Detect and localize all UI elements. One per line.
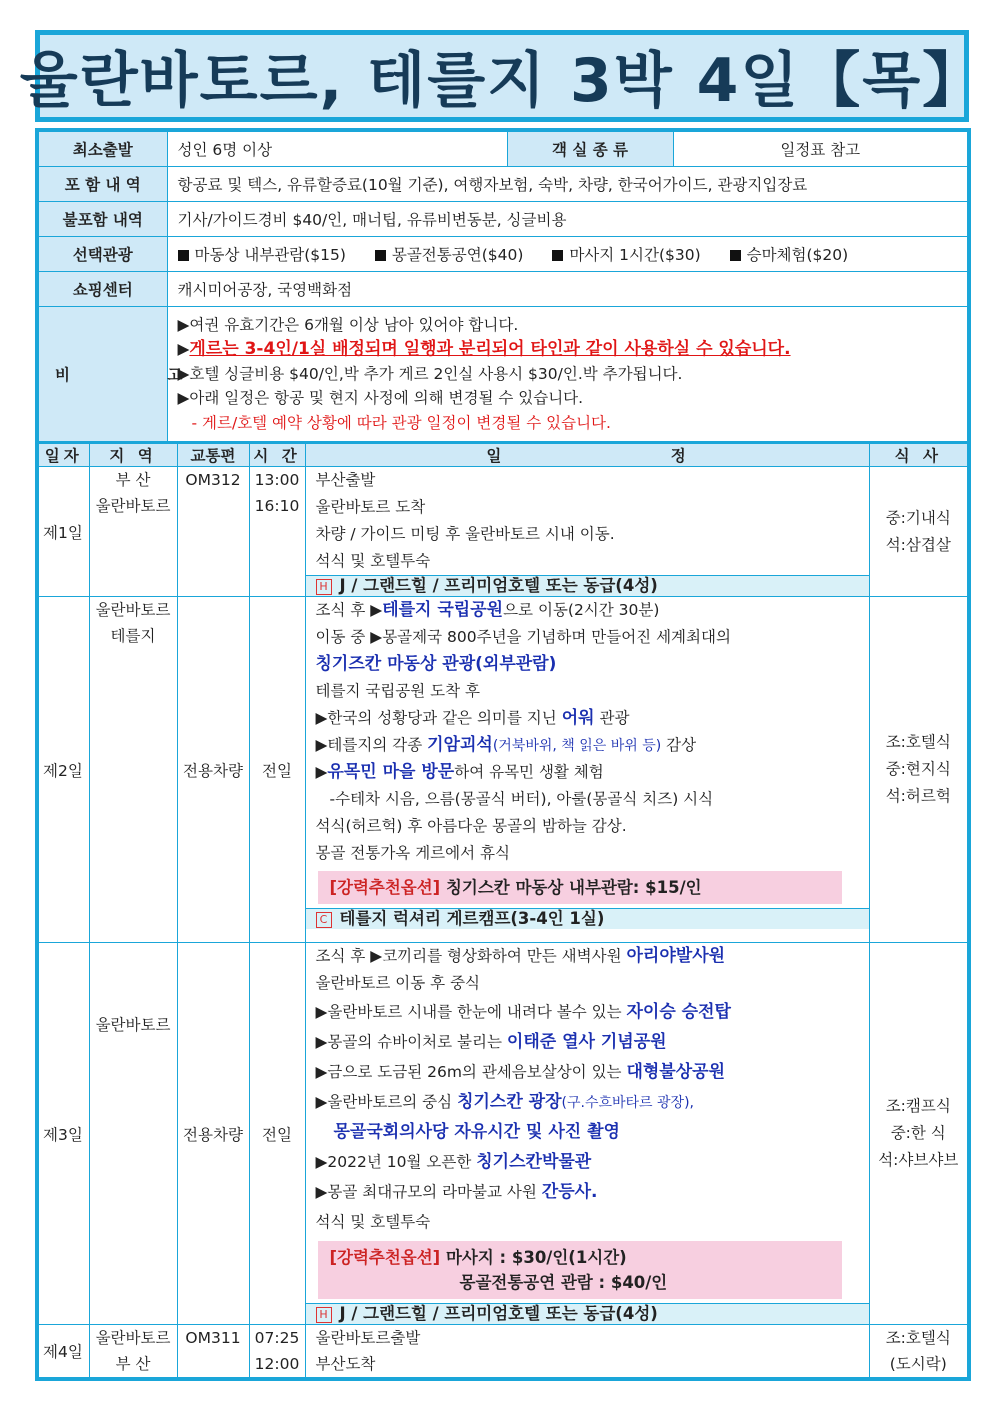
itinerary-line: 석식(허르헉) 후 아름다운 몽골의 밤하늘 감상. [315, 817, 627, 835]
region-cell: 울란바토르 테를지 [89, 597, 177, 943]
itinerary-line: ▶금으로 도금된 26m의 관세음보살상이 있는 대형불상공원 [315, 1062, 725, 1082]
itinerary-line: 테를지 국립공원 도착 후 [315, 682, 481, 700]
schedule-table [35, 443, 971, 1381]
room-type-value: 일정표 참고 [673, 130, 969, 167]
hotel-row: C 테를지 럭셔리 게르캠프(3-4인 1실) [306, 908, 869, 929]
hotel-row: H J / 그랜드힐 / 프리미엄호텔 또는 동급(4성) [306, 1303, 869, 1324]
camp-icon: C [316, 912, 332, 928]
flight-cell: OM312 [177, 467, 249, 597]
remarks-label: 비 고 [37, 307, 167, 444]
page-title: 울란바토르, 테를지 3박 4일【목】 [19, 46, 985, 116]
itinerary-line: 차량 / 가이드 미팅 후 울란바토르 시내 이동. [315, 525, 615, 543]
header-day: 일자 [37, 444, 89, 467]
time-cell: 전일 [249, 943, 305, 1325]
itinerary-line: ▶울란바토르 시내를 한눈에 내려다 볼수 있는 자이승 승전탑 [315, 1002, 731, 1022]
itinerary-line: -수테차 시음, 으름(몽골식 버터), 아룰(몽골식 치즈) 시식 [329, 790, 714, 808]
day-label: 제3일 [37, 943, 89, 1325]
shopping-value: 캐시미어공장, 국영백화점 [167, 272, 969, 307]
meal-cell: 조:캠프식 중:한 식 석:샤브샤브 [869, 943, 969, 1325]
hotel-icon: H [316, 1307, 332, 1323]
itinerary-line: 몽골 전통가옥 게르에서 휴식 [315, 844, 510, 862]
itinerary-line: 조식 후 ▶코끼리를 형상화하여 만든 새벽사원 아리야발사원 [315, 946, 726, 966]
itinerary-cell [305, 943, 869, 1325]
included-row [37, 167, 969, 202]
remark-line: ▶호텔 싱글비용 $40/인,박 추가 게르 2인실 사용시 $30/인.박 추가됩니다. [177, 364, 683, 383]
header-transport: 교통편 [177, 444, 249, 467]
optional-item: 마동상 내부관람($15) [178, 246, 346, 264]
meal-cell: 조:호텔식 중:현지식 석:허르헉 [869, 597, 969, 943]
day-label: 제2일 [37, 597, 89, 943]
min-departure-value: 성인 6명 이상 [167, 130, 507, 167]
shopping-row [37, 272, 969, 307]
itinerary-line: 부산출발 [315, 471, 376, 489]
recommended-option-box: [강력추천옵션] 마사지 : $30/인(1시간) 몽골전통공연 관람 : $40/인 [318, 1241, 842, 1299]
optional-item: 승마체험($20) [730, 246, 849, 264]
remark-line: ▶여권 유효기간은 6개월 이상 남아 있어야 합니다. [177, 315, 519, 334]
optional-row [37, 237, 969, 272]
itinerary-line: 이동 중 ▶몽골제국 800주년을 기념하며 만들어진 세계최대의 [315, 628, 731, 646]
meal-cell: 조:호텔식 (도시락) [869, 1325, 969, 1380]
region-cell: 울란바토르 [89, 943, 177, 1325]
info-table [35, 128, 971, 445]
title-banner [19, 30, 985, 122]
itinerary-line: 울란바토르출발 [315, 1329, 421, 1347]
itinerary-line: 석식 및 호텔투숙 [315, 552, 431, 570]
hotel-row: H J / 그랜드힐 / 프리미엄호텔 또는 동급(4성) [306, 575, 869, 596]
ger-warning: 게르는 3-4인/1실 배정되며 일행과 분리되어 타인과 같이 사용하실 수 있습니다. [189, 339, 791, 360]
itinerary-line: ▶울란바토르의 중심 칭기스칸 광장(구.수흐바타르 광장), [315, 1092, 694, 1112]
remark-line: ▶게르는 3-4인/1실 배정되며 일행과 분리되어 타인과 같이 사용하실 수 있습니다. [177, 339, 791, 360]
remarks-row [37, 307, 969, 444]
day2-row [37, 597, 969, 943]
header-itinerary: 일 정 [305, 444, 869, 467]
remark-line: - 게르/호텔 예약 상황에 따라 관광 일정이 변경될 수 있습니다. [191, 413, 611, 432]
itinerary-line: ▶몽골의 슈바이처로 불리는 이태준 열사 기념공원 [315, 1032, 667, 1052]
itinerary-line: ▶테를지의 각종 기암괴석(거북바위, 책 읽은 바위 등) 감상 [315, 735, 697, 755]
time-cell: 07:25 12:00 [249, 1325, 305, 1380]
itinerary-line: ▶2022년 10월 오픈한 칭기스칸박물관 [315, 1152, 592, 1172]
itinerary-cell [305, 597, 869, 943]
itinerary-line: 울란바토르 이동 후 중식 [315, 974, 481, 992]
excluded-label: 불포함 내역 [37, 202, 167, 237]
hotel-icon: H [316, 579, 332, 595]
itinerary-line: ▶유목민 마을 방문하여 유목민 생활 체험 [315, 762, 604, 782]
itinerary-line: 조식 후 ▶테를지 국립공원으로 이동(2시간 30분) [315, 600, 660, 620]
itinerary-cell [305, 1325, 869, 1380]
square-bullet-icon [375, 250, 386, 261]
day-label: 제1일 [37, 467, 89, 597]
schedule-header [37, 444, 969, 467]
optional-label: 선택관광 [37, 237, 167, 272]
itinerary-line: ▶몽골 최대규모의 라마불교 사원 간등사. [315, 1182, 598, 1202]
min-departure-row [37, 130, 969, 167]
square-bullet-icon [178, 250, 189, 261]
region-cell: 부 산 울란바토르 [89, 467, 177, 597]
itinerary-line: 부산도착 [315, 1355, 376, 1373]
shopping-label: 쇼핑센터 [37, 272, 167, 307]
square-bullet-icon [730, 250, 741, 261]
region-cell: 울란바토르 부 산 [89, 1325, 177, 1380]
transport-cell: 전용차량 [177, 943, 249, 1325]
optional-list [167, 237, 969, 272]
transport-cell: 전용차량 [177, 597, 249, 943]
itinerary-line: ▶한국의 성황당과 같은 의미를 지닌 어워 관광 [315, 708, 630, 728]
itinerary-line: 몽골국회의사당 자유시간 및 사진 촬영 [333, 1122, 620, 1142]
header-meals: 식 사 [869, 444, 969, 467]
recommended-option-box: [강력추천옵션] 칭기스칸 마동상 내부관람: $15/인 [318, 871, 842, 904]
day1-row [37, 467, 969, 597]
square-bullet-icon [552, 250, 563, 261]
room-type-label: 객 실 종 류 [507, 130, 673, 167]
optional-item: 마사지 1시간($30) [552, 246, 700, 264]
remark-line: ▶아래 일정은 항공 및 현지 사정에 의해 변경될 수 있습니다. [177, 389, 584, 408]
itinerary-line: 칭기즈칸 마동상 관광(외부관람) [315, 654, 557, 674]
itinerary-line: 울란바토르 도착 [315, 498, 426, 516]
included-value: 항공료 및 텍스, 유류할증료(10월 기준), 여행자보험, 숙박, 차량, 한국어가이드, 관광지입장료 [167, 167, 969, 202]
itinerary-line: 석식 및 호텔투숙 [315, 1213, 431, 1231]
excluded-value: 기사/가이드경비 $40/인, 매너팁, 유류비변동분, 싱글비용 [167, 202, 969, 237]
flight-cell: OM311 [177, 1325, 249, 1380]
min-departure-label: 최소출발 [37, 130, 167, 167]
header-region: 지 역 [89, 444, 177, 467]
day3-row [37, 943, 969, 1325]
remarks-list [167, 307, 969, 444]
included-label: 포 함 내 역 [37, 167, 167, 202]
itinerary-cell [305, 467, 869, 597]
day4-row [37, 1325, 969, 1380]
meal-cell: 중:기내식 석:삼겹살 [869, 467, 969, 597]
header-time: 시 간 [249, 444, 305, 467]
optional-item: 몽골전통공연($40) [375, 246, 524, 264]
time-cell: 13:00 16:10 [249, 467, 305, 597]
day-label: 제4일 [37, 1325, 89, 1380]
excluded-row [37, 202, 969, 237]
time-cell: 전일 [249, 597, 305, 943]
